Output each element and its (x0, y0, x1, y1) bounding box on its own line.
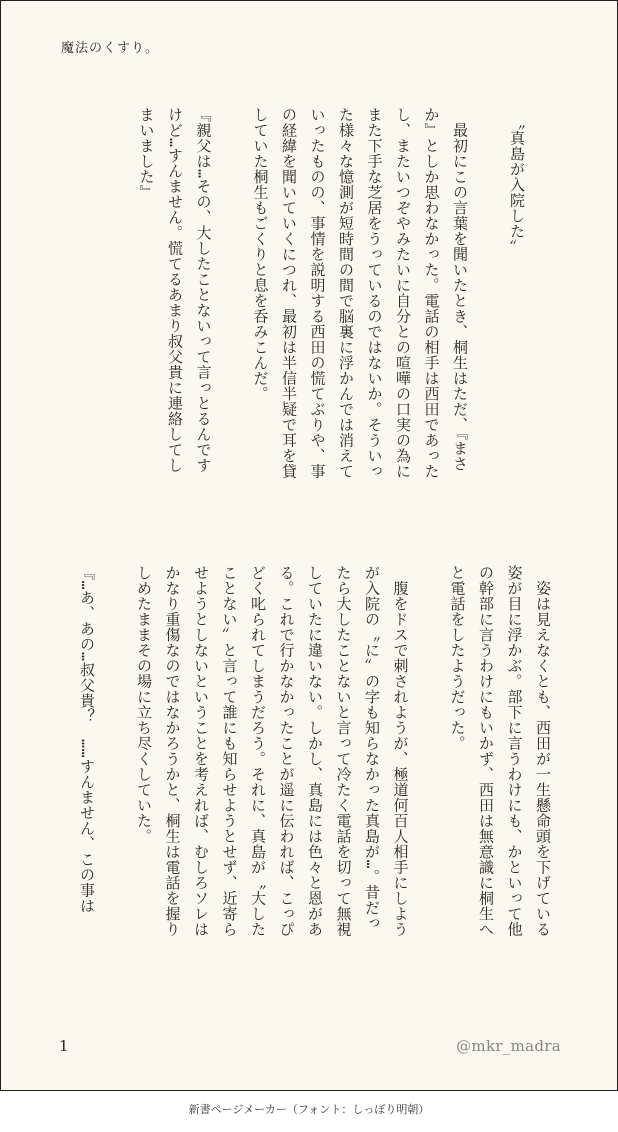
author-handle: @mkr_madra (456, 1037, 561, 1055)
page-title: 魔法のくすり。 (61, 41, 160, 56)
page-number: 1 (59, 1037, 69, 1055)
generator-credit: 新書ページメーカー（フォント：しっぽり明朝） (188, 1103, 430, 1116)
text-block-upper: 〝真島が入院した〟 最初にこの言葉を聞いたとき、桐生はただ、『まさ か』としか思わなかった。電話の相手は西田であった し、またいつぞやみたいに自分との喧嘩の口実の為に また下手な芝居をうっているのではないか。そういっ た様々な憶測が短時間の間で脳裏に浮かんでは消えて いったものの、事情を説明する西田の慌てぶりや、事 の経緯を聞いていくにつれ、最初は半信半疑で耳を貸 していた桐生もごくりと息を呑みこんだ。 『親父は…その、大したことないって言っとるんです けど…すんません。慌てるあまり叔父貴に連絡してし まいました』 (137, 107, 526, 479)
text-block-lower: 姿は見えなくとも、西田が一生懸命頭を下げている 姿が目に浮かぶ。部下に言うわけにも、かといって他 の幹部に言うわけにもいかず、西田は無意識に桐生へ と電話をしたようだった。 腹をドスで刺されようが、極道何百人相手にしよう が入院の〝に〟の字も知らなかった真島が…。昔だっ たら大したことないと言って冷たく電話を切って無視 していたに違いない。しかし、真島には色々と恩があ る。これで行かなかったことが遥に伝われば、こっぴ どく叱られてしまうだろう。それに、真島が〝大した ことない〟と言って誰にも知らせようとせず、近寄ら せようとしないということを考えれば、むしろソレは かなり重傷なのではなかろうかと、桐生は電話を握り しめたままその場に立ち尽くしていた。 『…あ、あの…叔父貴？ ……すんません、この事は (78, 565, 552, 937)
